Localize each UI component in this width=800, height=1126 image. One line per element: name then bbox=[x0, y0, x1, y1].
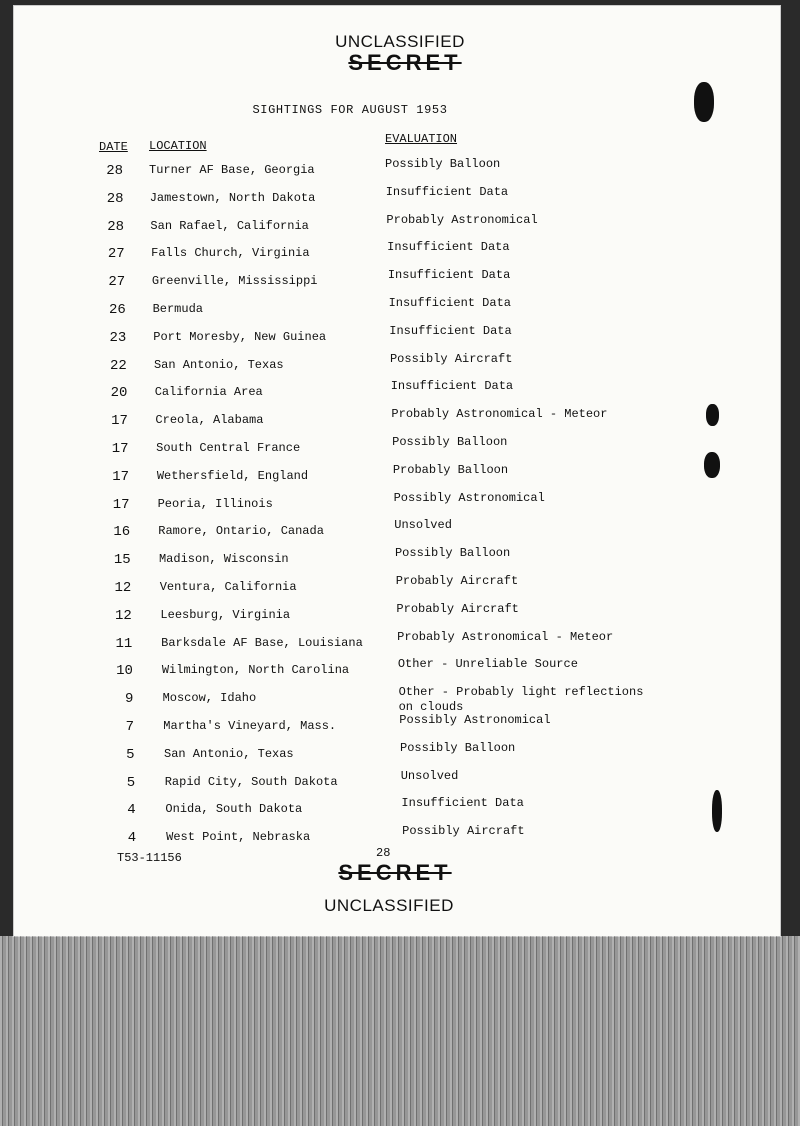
row-date: 16 bbox=[113, 524, 131, 541]
row-evaluation: Insufficient Data bbox=[401, 796, 524, 811]
row-date: 9 bbox=[125, 691, 134, 708]
table-row bbox=[100, 490, 700, 517]
header-stamps bbox=[0, 32, 800, 76]
row-location: San Antonio, Texas bbox=[153, 357, 284, 372]
table-row bbox=[106, 824, 706, 850]
row-date: 17 bbox=[112, 468, 130, 485]
row-location: South Central France bbox=[156, 441, 301, 455]
row-location: Martha's Vineyard, Mass. bbox=[163, 719, 337, 733]
row-location: Port Moresby, New Guinea bbox=[153, 329, 327, 344]
row-evaluation: Possibly Balloon bbox=[400, 740, 516, 755]
row-date: 27 bbox=[107, 246, 125, 263]
column-header-date: DATE bbox=[99, 140, 128, 154]
row-location: Madison, Wisconsin bbox=[158, 552, 289, 567]
table-row bbox=[94, 212, 694, 239]
table-row bbox=[97, 351, 697, 378]
row-evaluation: Possibly Balloon bbox=[385, 157, 501, 171]
table-row bbox=[102, 629, 702, 656]
column-header-evaluation: EVALUATION bbox=[385, 132, 458, 146]
row-evaluation: Probably Astronomical - Meteor bbox=[397, 629, 614, 644]
table-row bbox=[95, 268, 695, 294]
row-location: Greenville, Mississippi bbox=[151, 274, 318, 289]
row-location: Creola, Alabama bbox=[155, 413, 264, 428]
row-date: 4 bbox=[127, 802, 136, 819]
row-evaluation: Probably Aircraft bbox=[396, 601, 519, 616]
row-evaluation: Probably Aircraft bbox=[395, 574, 519, 588]
row-evaluation: Possibly Balloon bbox=[394, 546, 511, 561]
table-row bbox=[94, 184, 694, 211]
scan-blot bbox=[704, 452, 720, 478]
table-row bbox=[106, 796, 706, 822]
row-date: 4 bbox=[127, 830, 137, 847]
row-date: 17 bbox=[111, 413, 128, 430]
row-evaluation: Insufficient Data bbox=[390, 379, 514, 394]
row-date: 28 bbox=[106, 190, 124, 207]
row-location: Onida, South Dakota bbox=[165, 802, 303, 817]
row-evaluation: Probably Astronomical bbox=[386, 212, 538, 227]
row-evaluation: Possibly Aircraft bbox=[402, 824, 525, 839]
row-date: 28 bbox=[106, 163, 123, 179]
row-date: 11 bbox=[115, 635, 133, 652]
row-date: 12 bbox=[114, 607, 132, 624]
row-date: 7 bbox=[125, 719, 134, 735]
table-row bbox=[103, 685, 703, 715]
table-row bbox=[103, 657, 703, 683]
column-header-location: LOCATION bbox=[149, 139, 207, 153]
table-row bbox=[96, 296, 696, 322]
row-date: 12 bbox=[114, 580, 132, 596]
row-location: Ramore, Ontario, Canada bbox=[158, 524, 324, 539]
table-row bbox=[95, 240, 695, 266]
row-evaluation: Insufficient Data bbox=[387, 240, 510, 255]
row-location: Falls Church, Virginia bbox=[151, 246, 310, 261]
table-row bbox=[99, 462, 699, 489]
scan-noise bbox=[0, 936, 800, 1126]
row-location: Bermuda bbox=[152, 302, 203, 316]
row-location: California Area bbox=[154, 385, 263, 400]
table-row bbox=[105, 740, 705, 767]
table-row bbox=[100, 518, 700, 544]
footer-classification: UNCLASSIFIED bbox=[324, 896, 454, 915]
row-location: West Point, Nebraska bbox=[166, 830, 311, 845]
row-evaluation: Other - Probably light reflections on clouds bbox=[398, 685, 644, 715]
table-row bbox=[99, 435, 699, 461]
footer-secret-stamp: SECRET bbox=[338, 860, 452, 885]
row-location: San Antonio, Texas bbox=[164, 746, 294, 761]
row-date: 20 bbox=[110, 385, 128, 402]
table-row bbox=[101, 546, 701, 572]
header-classification: UNCLASSIFIED bbox=[335, 32, 465, 51]
row-location: Wilmington, North Carolina bbox=[161, 663, 350, 678]
document-title: SIGHTINGS FOR AUGUST 1953 bbox=[252, 103, 448, 117]
page-number: 28 bbox=[376, 846, 391, 860]
row-date: 28 bbox=[107, 218, 125, 235]
row-location: San Rafael, California bbox=[150, 218, 309, 233]
row-date: 27 bbox=[108, 274, 126, 291]
row-evaluation: Unsolved bbox=[400, 768, 459, 783]
row-evaluation: Possibly Astronomical bbox=[393, 490, 545, 505]
document-reference: T53-11156 bbox=[117, 851, 182, 865]
scan-blot bbox=[712, 790, 722, 832]
table-row bbox=[101, 574, 701, 600]
row-date: 22 bbox=[110, 357, 127, 374]
table-row bbox=[97, 379, 697, 405]
row-evaluation: Possibly Astronomical bbox=[399, 713, 551, 727]
table-row bbox=[96, 323, 696, 350]
row-evaluation: Possibly Aircraft bbox=[389, 351, 513, 366]
row-evaluation: Insufficient Data bbox=[387, 268, 511, 283]
row-evaluation: Other - Unreliable Source bbox=[397, 657, 578, 672]
table-row bbox=[105, 768, 705, 795]
scan-blot bbox=[706, 404, 719, 426]
footer-stamps bbox=[0, 860, 800, 916]
row-location: Leesburg, Virginia bbox=[160, 607, 291, 622]
row-evaluation: Insufficient Data bbox=[388, 296, 511, 310]
row-location: Rapid City, South Dakota bbox=[164, 774, 338, 789]
row-location: Ventura, California bbox=[159, 580, 297, 594]
row-date: 23 bbox=[109, 329, 127, 346]
row-evaluation: Insufficient Data bbox=[389, 323, 512, 338]
row-location: Peoria, Illinois bbox=[157, 496, 273, 511]
row-date: 17 bbox=[111, 441, 129, 457]
table-row bbox=[102, 601, 702, 628]
row-evaluation: Insufficient Data bbox=[385, 184, 509, 199]
row-evaluation: Unsolved bbox=[394, 518, 452, 533]
table-row bbox=[98, 407, 698, 433]
row-location: Wethersfield, England bbox=[156, 468, 309, 483]
table-row bbox=[93, 157, 693, 183]
row-date: 17 bbox=[112, 496, 130, 513]
header-secret-stamp: SECRET bbox=[348, 50, 462, 75]
row-evaluation: Possibly Balloon bbox=[392, 435, 508, 449]
row-evaluation: Probably Balloon bbox=[392, 462, 509, 477]
row-location: Moscow, Idaho bbox=[162, 691, 257, 706]
row-evaluation: Probably Astronomical - Meteor bbox=[391, 407, 608, 422]
row-date: 5 bbox=[126, 774, 136, 791]
table-row bbox=[104, 713, 704, 739]
row-date: 26 bbox=[108, 302, 126, 318]
row-date: 15 bbox=[113, 552, 131, 569]
row-date: 10 bbox=[116, 663, 133, 680]
row-location: Jamestown, North Dakota bbox=[149, 190, 316, 205]
row-location: Turner AF Base, Georgia bbox=[149, 163, 315, 177]
row-date: 5 bbox=[126, 746, 135, 763]
row-location: Barksdale AF Base, Louisiana bbox=[161, 635, 363, 650]
